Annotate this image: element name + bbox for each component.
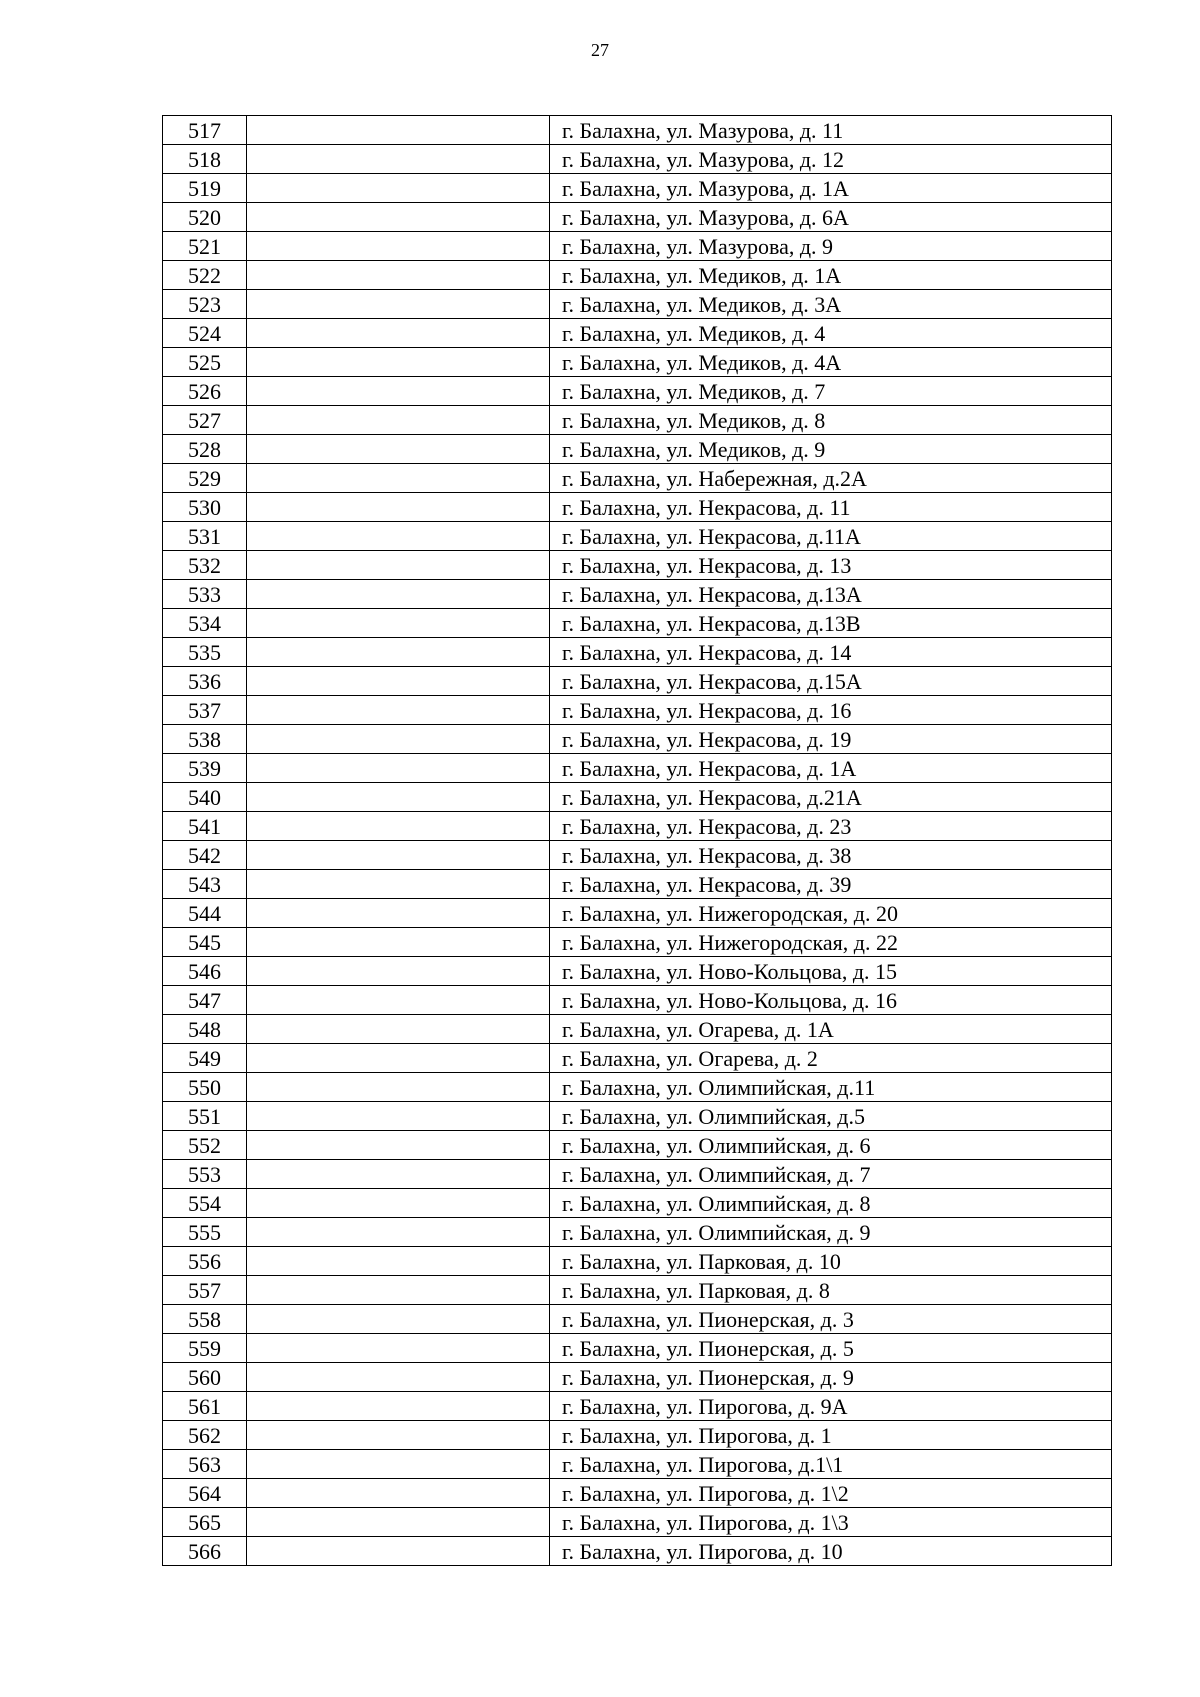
table-row xyxy=(163,754,1112,783)
row-number-cell: 543 xyxy=(163,870,247,899)
row-address-cell: г. Балахна, ул. Медиков, д. 3А xyxy=(550,290,1112,319)
row-address-cell: г. Балахна, ул. Ново-Кольцова, д. 15 xyxy=(550,957,1112,986)
page-number: 27 xyxy=(591,40,609,60)
row-address-cell: г. Балахна, ул. Набережная, д.2А xyxy=(550,464,1112,493)
table-row xyxy=(163,609,1112,638)
table-row xyxy=(163,783,1112,812)
address-table-body xyxy=(163,116,1112,1566)
row-address-cell: г. Балахна, ул. Некрасова, д. 14 xyxy=(550,638,1112,667)
row-address-cell: г. Балахна, ул. Мазурова, д. 11 xyxy=(550,116,1112,145)
row-address-cell: г. Балахна, ул. Огарева, д. 2 xyxy=(550,1044,1112,1073)
row-number-cell: 525 xyxy=(163,348,247,377)
table-row xyxy=(163,145,1112,174)
row-number-cell: 555 xyxy=(163,1218,247,1247)
table-row xyxy=(163,348,1112,377)
table-row xyxy=(163,464,1112,493)
table-row xyxy=(163,203,1112,232)
row-name-cell xyxy=(247,1537,550,1566)
row-address-cell: г. Балахна, ул. Олимпийская, д. 6 xyxy=(550,1131,1112,1160)
row-name-cell xyxy=(247,928,550,957)
table-row xyxy=(163,1131,1112,1160)
row-name-cell xyxy=(247,812,550,841)
row-number-cell: 536 xyxy=(163,667,247,696)
table-row xyxy=(163,1015,1112,1044)
row-number-cell: 517 xyxy=(163,116,247,145)
row-number-cell: 547 xyxy=(163,986,247,1015)
table-row xyxy=(163,1363,1112,1392)
row-number-cell: 550 xyxy=(163,1073,247,1102)
table-row xyxy=(163,1334,1112,1363)
row-name-cell xyxy=(247,493,550,522)
row-number-cell: 530 xyxy=(163,493,247,522)
table-row xyxy=(163,377,1112,406)
row-number-cell: 553 xyxy=(163,1160,247,1189)
row-number-cell: 531 xyxy=(163,522,247,551)
table-row xyxy=(163,638,1112,667)
row-number-cell: 527 xyxy=(163,406,247,435)
row-address-cell: г. Балахна, ул. Ново-Кольцова, д. 16 xyxy=(550,986,1112,1015)
row-name-cell xyxy=(247,1247,550,1276)
row-address-cell: г. Балахна, ул. Некрасова, д. 16 xyxy=(550,696,1112,725)
row-address-cell: г. Балахна, ул. Медиков, д. 4 xyxy=(550,319,1112,348)
row-address-cell: г. Балахна, ул. Олимпийская, д.11 xyxy=(550,1073,1112,1102)
row-address-cell: г. Балахна, ул. Некрасова, д. 39 xyxy=(550,870,1112,899)
table-row xyxy=(163,870,1112,899)
table-row xyxy=(163,696,1112,725)
row-address-cell: г. Балахна, ул. Пирогова, д. 1\3 xyxy=(550,1508,1112,1537)
row-name-cell xyxy=(247,290,550,319)
row-number-cell: 520 xyxy=(163,203,247,232)
table-row xyxy=(163,899,1112,928)
row-name-cell xyxy=(247,1334,550,1363)
row-name-cell xyxy=(247,551,550,580)
table-row xyxy=(163,1160,1112,1189)
row-name-cell xyxy=(247,348,550,377)
row-address-cell: г. Балахна, ул. Некрасова, д. 19 xyxy=(550,725,1112,754)
row-name-cell xyxy=(247,377,550,406)
row-number-cell: 522 xyxy=(163,261,247,290)
row-name-cell xyxy=(247,232,550,261)
row-address-cell: г. Балахна, ул. Некрасова, д. 38 xyxy=(550,841,1112,870)
table-row xyxy=(163,667,1112,696)
row-address-cell: г. Балахна, ул. Медиков, д. 1А xyxy=(550,261,1112,290)
row-name-cell xyxy=(247,1421,550,1450)
row-address-cell: г. Балахна, ул. Олимпийская, д. 8 xyxy=(550,1189,1112,1218)
table-row xyxy=(163,261,1112,290)
table-row xyxy=(163,1073,1112,1102)
table-row xyxy=(163,1276,1112,1305)
table-row xyxy=(163,406,1112,435)
row-name-cell xyxy=(247,899,550,928)
row-name-cell xyxy=(247,203,550,232)
row-name-cell xyxy=(247,1450,550,1479)
row-number-cell: 539 xyxy=(163,754,247,783)
row-name-cell xyxy=(247,406,550,435)
table-row xyxy=(163,116,1112,145)
row-number-cell: 534 xyxy=(163,609,247,638)
row-address-cell: г. Балахна, ул. Некрасова, д.11А xyxy=(550,522,1112,551)
row-number-cell: 565 xyxy=(163,1508,247,1537)
row-number-cell: 551 xyxy=(163,1102,247,1131)
table-row xyxy=(163,174,1112,203)
row-address-cell: г. Балахна, ул. Некрасова, д.15А xyxy=(550,667,1112,696)
row-name-cell xyxy=(247,986,550,1015)
row-name-cell xyxy=(247,1044,550,1073)
table-row xyxy=(163,1189,1112,1218)
row-number-cell: 521 xyxy=(163,232,247,261)
table-row xyxy=(163,1421,1112,1450)
row-number-cell: 558 xyxy=(163,1305,247,1334)
row-address-cell: г. Балахна, ул. Парковая, д. 10 xyxy=(550,1247,1112,1276)
row-address-cell: г. Балахна, ул. Пионерская, д. 5 xyxy=(550,1334,1112,1363)
row-number-cell: 532 xyxy=(163,551,247,580)
row-address-cell: г. Балахна, ул. Нижегородская, д. 22 xyxy=(550,928,1112,957)
row-address-cell: г. Балахна, ул. Некрасова, д.21А xyxy=(550,783,1112,812)
row-number-cell: 557 xyxy=(163,1276,247,1305)
row-name-cell xyxy=(247,725,550,754)
row-name-cell xyxy=(247,696,550,725)
row-name-cell xyxy=(247,1102,550,1131)
table-row xyxy=(163,1044,1112,1073)
row-number-cell: 560 xyxy=(163,1363,247,1392)
table-row xyxy=(163,957,1112,986)
row-number-cell: 566 xyxy=(163,1537,247,1566)
row-address-cell: г. Балахна, ул. Олимпийская, д. 9 xyxy=(550,1218,1112,1247)
row-address-cell: г. Балахна, ул. Мазурова, д. 12 xyxy=(550,145,1112,174)
row-name-cell xyxy=(247,174,550,203)
row-number-cell: 541 xyxy=(163,812,247,841)
row-number-cell: 544 xyxy=(163,899,247,928)
row-number-cell: 526 xyxy=(163,377,247,406)
row-name-cell xyxy=(247,522,550,551)
row-name-cell xyxy=(247,464,550,493)
row-number-cell: 554 xyxy=(163,1189,247,1218)
row-number-cell: 548 xyxy=(163,1015,247,1044)
table-row xyxy=(163,928,1112,957)
row-name-cell xyxy=(247,319,550,348)
row-address-cell: г. Балахна, ул. Пионерская, д. 3 xyxy=(550,1305,1112,1334)
row-name-cell xyxy=(247,261,550,290)
row-number-cell: 518 xyxy=(163,145,247,174)
row-address-cell: г. Балахна, ул. Некрасова, д. 11 xyxy=(550,493,1112,522)
table-row xyxy=(163,232,1112,261)
row-name-cell xyxy=(247,580,550,609)
row-address-cell: г. Балахна, ул. Нижегородская, д. 20 xyxy=(550,899,1112,928)
row-name-cell xyxy=(247,1479,550,1508)
row-number-cell: 519 xyxy=(163,174,247,203)
table-row xyxy=(163,1537,1112,1566)
row-name-cell xyxy=(247,870,550,899)
row-address-cell: г. Балахна, ул. Олимпийская, д. 7 xyxy=(550,1160,1112,1189)
row-address-cell: г. Балахна, ул. Медиков, д. 4А xyxy=(550,348,1112,377)
row-name-cell xyxy=(247,841,550,870)
row-number-cell: 528 xyxy=(163,435,247,464)
table-row xyxy=(163,1392,1112,1421)
table-row xyxy=(163,1450,1112,1479)
row-address-cell: г. Балахна, ул. Мазурова, д. 1А xyxy=(550,174,1112,203)
row-name-cell xyxy=(247,1363,550,1392)
row-name-cell xyxy=(247,116,550,145)
row-name-cell xyxy=(247,754,550,783)
row-number-cell: 559 xyxy=(163,1334,247,1363)
row-name-cell xyxy=(247,957,550,986)
table-row xyxy=(163,812,1112,841)
row-name-cell xyxy=(247,783,550,812)
row-address-cell: г. Балахна, ул. Некрасова, д. 1А xyxy=(550,754,1112,783)
row-name-cell xyxy=(247,435,550,464)
table-row xyxy=(163,725,1112,754)
row-address-cell: г. Балахна, ул. Пирогова, д. 10 xyxy=(550,1537,1112,1566)
row-name-cell xyxy=(247,1073,550,1102)
row-number-cell: 542 xyxy=(163,841,247,870)
row-number-cell: 538 xyxy=(163,725,247,754)
row-name-cell xyxy=(247,1508,550,1537)
row-address-cell: г. Балахна, ул. Некрасова, д.13В xyxy=(550,609,1112,638)
row-name-cell xyxy=(247,145,550,174)
table-row xyxy=(163,1102,1112,1131)
table-row xyxy=(163,986,1112,1015)
row-name-cell xyxy=(247,1015,550,1044)
table-row xyxy=(163,319,1112,348)
row-name-cell xyxy=(247,1276,550,1305)
row-address-cell: г. Балахна, ул. Некрасова, д. 13 xyxy=(550,551,1112,580)
row-address-cell: г. Балахна, ул. Медиков, д. 8 xyxy=(550,406,1112,435)
row-name-cell xyxy=(247,667,550,696)
table-row xyxy=(163,435,1112,464)
row-number-cell: 564 xyxy=(163,1479,247,1508)
row-address-cell: г. Балахна, ул. Пионерская, д. 9 xyxy=(550,1363,1112,1392)
table-row xyxy=(163,580,1112,609)
row-address-cell: г. Балахна, ул. Мазурова, д. 6А xyxy=(550,203,1112,232)
row-number-cell: 561 xyxy=(163,1392,247,1421)
row-address-cell: г. Балахна, ул. Некрасова, д. 23 xyxy=(550,812,1112,841)
table-row xyxy=(163,1305,1112,1334)
row-address-cell: г. Балахна, ул. Пирогова, д. 1\2 xyxy=(550,1479,1112,1508)
table-row xyxy=(163,551,1112,580)
table-row xyxy=(163,1247,1112,1276)
row-name-cell xyxy=(247,1131,550,1160)
row-address-cell: г. Балахна, ул. Мазурова, д. 9 xyxy=(550,232,1112,261)
row-number-cell: 545 xyxy=(163,928,247,957)
row-number-cell: 563 xyxy=(163,1450,247,1479)
row-number-cell: 562 xyxy=(163,1421,247,1450)
row-name-cell xyxy=(247,1392,550,1421)
address-table xyxy=(162,115,1112,1566)
row-address-cell: г. Балахна, ул. Огарева, д. 1А xyxy=(550,1015,1112,1044)
row-number-cell: 537 xyxy=(163,696,247,725)
table-row xyxy=(163,841,1112,870)
row-name-cell xyxy=(247,1218,550,1247)
row-number-cell: 549 xyxy=(163,1044,247,1073)
table-row xyxy=(163,1508,1112,1537)
row-name-cell xyxy=(247,1305,550,1334)
row-address-cell: г. Балахна, ул. Пирогова, д.1\1 xyxy=(550,1450,1112,1479)
table-row xyxy=(163,1479,1112,1508)
row-name-cell xyxy=(247,1160,550,1189)
row-address-cell: г. Балахна, ул. Парковая, д. 8 xyxy=(550,1276,1112,1305)
row-number-cell: 552 xyxy=(163,1131,247,1160)
row-name-cell xyxy=(247,638,550,667)
row-address-cell: г. Балахна, ул. Пирогова, д. 1 xyxy=(550,1421,1112,1450)
row-number-cell: 556 xyxy=(163,1247,247,1276)
row-address-cell: г. Балахна, ул. Пирогова, д. 9А xyxy=(550,1392,1112,1421)
row-number-cell: 540 xyxy=(163,783,247,812)
row-number-cell: 533 xyxy=(163,580,247,609)
row-number-cell: 523 xyxy=(163,290,247,319)
row-number-cell: 535 xyxy=(163,638,247,667)
row-number-cell: 546 xyxy=(163,957,247,986)
row-address-cell: г. Балахна, ул. Медиков, д. 7 xyxy=(550,377,1112,406)
row-name-cell xyxy=(247,609,550,638)
row-name-cell xyxy=(247,1189,550,1218)
row-number-cell: 529 xyxy=(163,464,247,493)
table-row xyxy=(163,493,1112,522)
table-row xyxy=(163,290,1112,319)
row-number-cell: 524 xyxy=(163,319,247,348)
row-address-cell: г. Балахна, ул. Некрасова, д.13А xyxy=(550,580,1112,609)
row-address-cell: г. Балахна, ул. Медиков, д. 9 xyxy=(550,435,1112,464)
table-row xyxy=(163,522,1112,551)
row-address-cell: г. Балахна, ул. Олимпийская, д.5 xyxy=(550,1102,1112,1131)
table-row xyxy=(163,1218,1112,1247)
